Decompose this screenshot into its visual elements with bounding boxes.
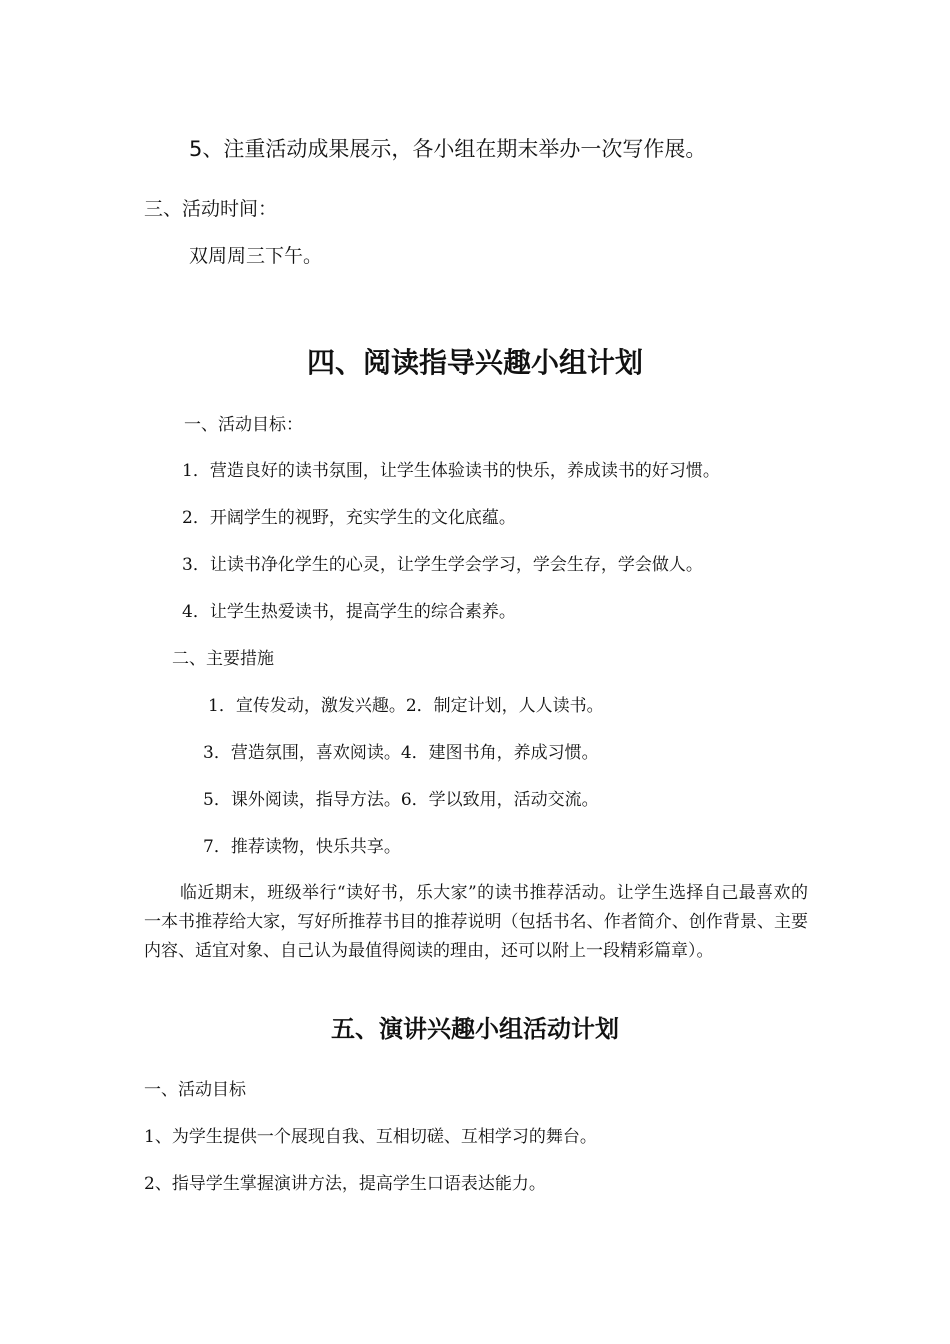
part-four-measure-1: 1．宣传发动，激发兴趣。2．制定计划，人人读书。 (208, 696, 604, 716)
part-five-goal-2: 2、指导学生掌握演讲方法，提高学生口语表达能力。 (144, 1174, 546, 1194)
part-four-measures-heading: 二、主要措施 (172, 649, 274, 669)
part-four-goal-1: 1．营造良好的读书氛围，让学生体验读书的快乐，养成读书的好习惯。 (182, 461, 720, 481)
part-four-goal-2: 2．开阔学生的视野，充实学生的文化底蕴。 (182, 508, 516, 528)
part-five-goal-1: 1、为学生提供一个展现自我、互相切磋、互相学习的舞台。 (144, 1127, 597, 1147)
part-five-goals-heading: 一、活动目标 (144, 1080, 246, 1100)
part-four-measure-3: 5．课外阅读，指导方法。6．学以致用，活动交流。 (203, 790, 599, 810)
part-four-title: 四、阅读指导兴趣小组计划 (306, 346, 643, 379)
section-3-heading: 三、活动时间： (144, 198, 278, 220)
part-five-title: 五、演讲兴趣小组活动计划 (331, 1014, 619, 1043)
part-four-goal-4: 4．让学生热爱读书，提高学生的综合素养。 (182, 602, 516, 622)
section-3-text: 双周周三下午。 (189, 245, 323, 267)
part-four-goals-heading: 一、活动目标： (184, 415, 303, 435)
part-four-paragraph: 临近期末，班级举行“读好书，乐大家”的读书推荐活动。让学生选择自己最喜欢的一本书推荐给大家，写好所推荐书目的推荐说明（包括书名、作者简介、创作背景、主要内容、适宜对象、自己认为最值得阅读的理由，还可以附上一段精彩篇章）。 (144, 883, 808, 961)
part-four-measure-2: 3．营造氛围，喜欢阅读。4．建图书角，养成习惯。 (203, 743, 599, 763)
item-5-text: 5、注重活动成果展示，各小组在期末举办一次写作展。 (189, 137, 707, 161)
part-four-measure-4: 7．推荐读物，快乐共享。 (203, 837, 401, 857)
part-four-goal-3: 3．让读书净化学生的心灵，让学生学会学习，学会生存，学会做人。 (182, 555, 703, 575)
